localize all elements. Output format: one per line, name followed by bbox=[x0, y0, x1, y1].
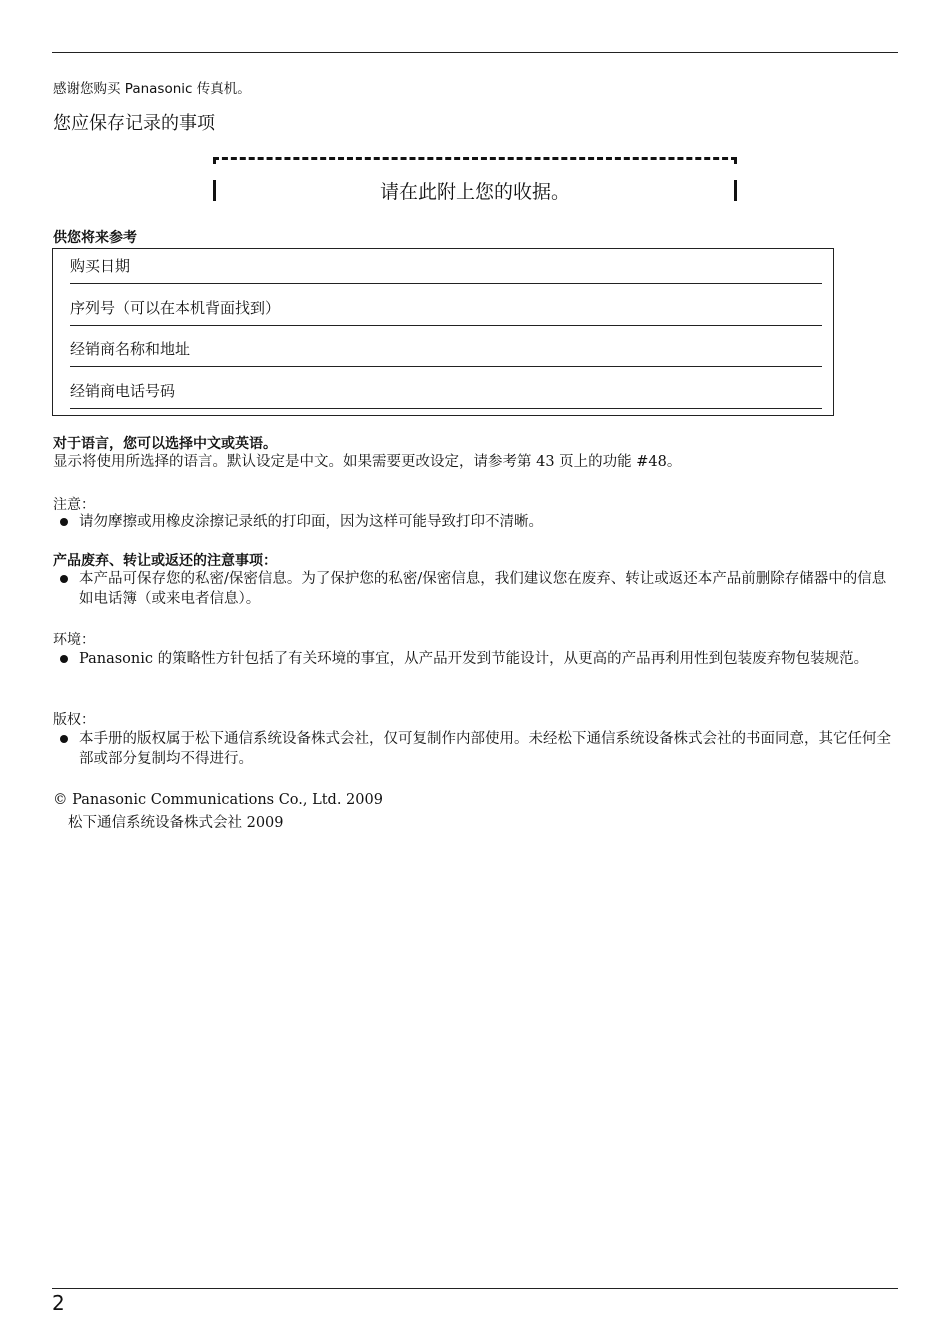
receipt-dashed-border bbox=[213, 157, 737, 160]
bottom-rule bbox=[52, 1288, 898, 1289]
top-rule bbox=[52, 52, 898, 53]
receipt-note: 请在此附上您的收据。 bbox=[379, 181, 570, 203]
disposal-title: 产品废弃、转让或返还的注意事项： bbox=[53, 553, 277, 569]
copyright-title: 版权： bbox=[53, 712, 95, 728]
page-number: 2 bbox=[52, 1291, 65, 1315]
language-body: 显示将使用所选择的语言。默认设定是中文。如果需要更改设定，请参考第 43 页上的功能 #48。 bbox=[53, 454, 682, 470]
caution-item: 请勿摩擦或用橡皮涂擦记录纸的打印面，因为这样可能导致打印不清晰。 bbox=[60, 512, 898, 532]
bullet-icon bbox=[60, 575, 68, 583]
bullet-icon bbox=[60, 655, 68, 663]
serial-number-field: 序列号（可以在本机背面找到） bbox=[70, 297, 822, 326]
environment-item: Panasonic 的策略性方针包括了有关环境的事宜，从产品开发到节能设计，从更高的产品再利用性到包装废弃物包装规范。 bbox=[60, 649, 898, 669]
copyright-line-chinese: 松下通信系统设备株式会社 2009 bbox=[68, 815, 284, 831]
bullet-icon bbox=[60, 735, 68, 743]
receipt-attach-area bbox=[213, 157, 737, 201]
intro-text: 感谢您购买 Panasonic 传真机。 bbox=[53, 81, 251, 97]
page-heading: 您应保存记录的事项 bbox=[53, 113, 215, 134]
copyright-item: 本手册的版权属于松下通信系统设备株式会社，仅可复制作内部使用。未经松下通信系统设备株式会社的书面同意，其它任何全部或部分复制均不得进行。 bbox=[60, 729, 898, 769]
environment-title: 环境： bbox=[53, 632, 95, 648]
record-form bbox=[52, 248, 834, 416]
copyright-line-english: © Panasonic Communications Co., Ltd. 2009 bbox=[53, 792, 383, 808]
dealer-phone-field: 经销商电话号码 bbox=[70, 380, 822, 409]
future-reference-title: 供您将来参考 bbox=[53, 230, 137, 246]
bullet-icon bbox=[60, 518, 68, 526]
disposal-item: 本产品可保存您的私密/保密信息。为了保护您的私密/保密信息，我们建议您在废弃、转让或返还本产品前删除存储器中的信息如电话簿（或来电者信息）。 bbox=[60, 569, 898, 609]
language-title: 对于语言，您可以选择中文或英语。 bbox=[53, 436, 277, 452]
caution-title: 注意： bbox=[53, 497, 95, 513]
purchase-date-field: 购买日期 bbox=[70, 255, 822, 284]
dealer-name-address-field: 经销商名称和地址 bbox=[70, 338, 822, 367]
